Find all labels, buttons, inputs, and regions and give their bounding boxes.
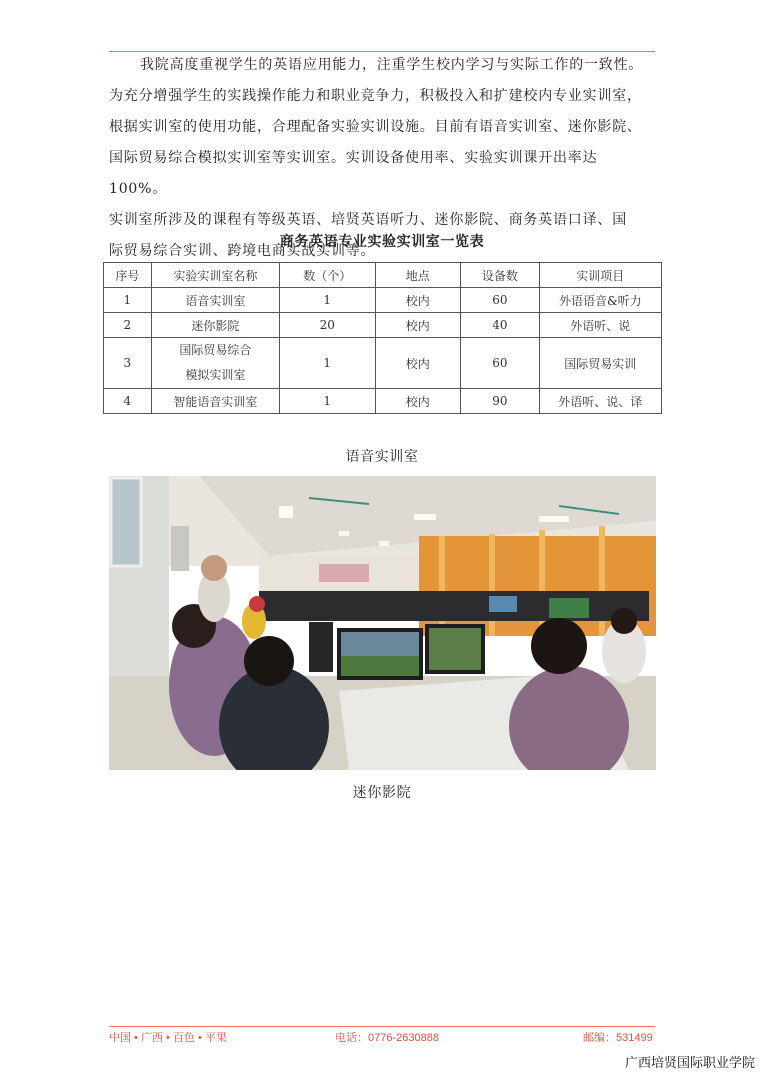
school-name: 广西培贤国际职业学院 bbox=[624, 1056, 755, 1071]
footer-phone: 电话：0776-2630888 bbox=[335, 1032, 439, 1044]
header-devices: 设备数 bbox=[461, 263, 540, 288]
cell-project: 国际贸易实训 bbox=[539, 338, 661, 389]
cell-devices: 60 bbox=[461, 338, 540, 389]
cell-count: 1 bbox=[279, 338, 375, 389]
para-line-3: 根据实训室的使用功能，合理配备实验实训设施。目前有语音实训室、迷你影院、 bbox=[109, 119, 642, 135]
header-location: 地点 bbox=[375, 263, 461, 288]
photo-caption-bottom: 迷你影院 bbox=[352, 785, 412, 801]
cell-location: 校内 bbox=[375, 288, 461, 313]
para-line-5: 实训室所涉及的课程有等级英语、培贤英语听力、迷你影院、商务英语口译、国 bbox=[109, 212, 627, 228]
cell-name-line-2: 模拟实训室 bbox=[185, 368, 246, 382]
footer-address: 中国 • 广西 • 百色 • 平果 bbox=[109, 1032, 227, 1044]
para-line-1: 我院高度重视学生的英语应用能力，注重学生校内学习与实际工作的一致性。 bbox=[140, 57, 644, 73]
para-line-4: 国际贸易综合模拟实训室等实训室。实训设备使用率、实验实训课开出率达 100%。 bbox=[109, 150, 598, 197]
cell-devices: 90 bbox=[461, 389, 540, 414]
cell-name-line-1: 国际贸易综合 bbox=[179, 343, 252, 357]
cell-location: 校内 bbox=[375, 338, 461, 389]
header-name: 实验实训室名称 bbox=[151, 263, 279, 288]
table-header-row bbox=[104, 263, 662, 288]
photo-caption-top: 语音实训室 bbox=[345, 449, 419, 465]
cell-name: 语音实训室 bbox=[151, 288, 279, 313]
cell-count: 20 bbox=[279, 313, 375, 338]
cell-no: 4 bbox=[104, 389, 152, 414]
cell-project: 外语听、说、译 bbox=[539, 389, 661, 414]
cell-location: 校内 bbox=[375, 313, 461, 338]
table-row bbox=[104, 313, 662, 338]
cell-no: 3 bbox=[104, 338, 152, 389]
header-no: 序号 bbox=[104, 263, 152, 288]
cell-no: 2 bbox=[104, 313, 152, 338]
cell-location: 校内 bbox=[375, 389, 461, 414]
footer-rule bbox=[109, 1026, 655, 1027]
cell-project: 外语听、说 bbox=[539, 313, 661, 338]
table-row bbox=[104, 288, 662, 313]
cell-devices: 60 bbox=[461, 288, 540, 313]
cell-devices: 40 bbox=[461, 313, 540, 338]
cell-name: 迷你影院 bbox=[151, 313, 279, 338]
table-title: 商务英语专业实验实训室一览表 bbox=[279, 234, 485, 250]
header-count: 数（个） bbox=[279, 263, 375, 288]
cell-name bbox=[151, 338, 279, 389]
cell-count: 1 bbox=[279, 389, 375, 414]
footer-postcode: 邮编：531499 bbox=[583, 1032, 653, 1044]
para-line-6: 际贸易综合实训、跨境电商实战实训等。 bbox=[109, 243, 376, 259]
cell-name: 智能语音实训室 bbox=[151, 389, 279, 414]
labs-table bbox=[103, 262, 662, 414]
table-row bbox=[104, 389, 662, 414]
para-line-2: 为充分增强学生的实践操作能力和职业竞争力，积极投入和扩建校内专业实训室， bbox=[109, 88, 642, 104]
header-project: 实训项目 bbox=[539, 263, 661, 288]
cell-count: 1 bbox=[279, 288, 375, 313]
cell-project: 外语语音&听力 bbox=[539, 288, 661, 313]
cell-no: 1 bbox=[104, 288, 152, 313]
table-row bbox=[104, 338, 662, 389]
classroom-photo bbox=[109, 476, 656, 770]
classroom-photo-icon bbox=[109, 476, 656, 770]
